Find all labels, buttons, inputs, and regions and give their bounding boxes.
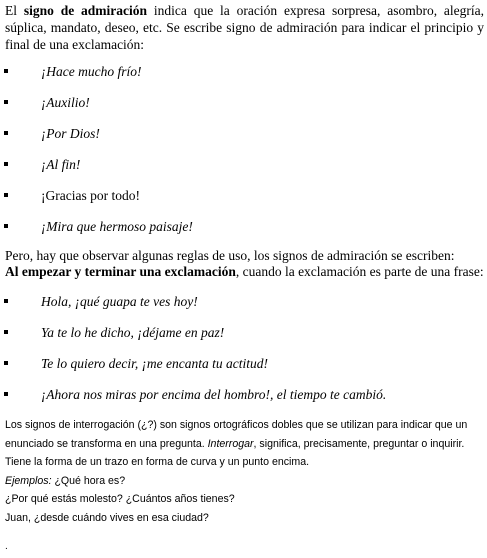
- bullet-square-icon: [4, 69, 8, 73]
- bullet-square-icon: [4, 131, 8, 135]
- intro-term: signo de admiración: [23, 3, 148, 18]
- example-text: ¡Mira que hermoso paisaje!: [41, 219, 193, 234]
- bullet-square-icon: [4, 162, 8, 166]
- example-text: ¡Por Dios!: [41, 126, 100, 141]
- rules-intro: Pero, hay que observar algunas reglas de uso, los signos de admiración se escriben:: [5, 248, 455, 263]
- example-question-2: ¿Por qué estás molesto? ¿Cuántos años tienes?: [5, 493, 235, 505]
- example-text: Te lo quiero decir, ¡me encanta tu actitud!: [41, 356, 268, 371]
- list-item: [0, 355, 487, 386]
- interrogation-section: [5, 416, 485, 527]
- list-item: [0, 218, 487, 249]
- bullet-square-icon: [4, 330, 8, 334]
- interrogation-text-a: Los signos de interrogación (¿?) son signos ortográficos dobles que se utilizan para indicar que un enunciado se transforma en una pregunta.: [5, 419, 468, 450]
- example-text: ¡Hace mucho frío!: [41, 64, 142, 79]
- bullet-square-icon: [4, 392, 8, 396]
- rule-1-text: , cuando la exclamación es parte de una frase:: [235, 264, 484, 279]
- list-item: [0, 293, 487, 324]
- example-question-1: ¿Qué hora es?: [51, 474, 126, 487]
- rule-1: [5, 264, 487, 280]
- example-text: Hola, ¡qué guapa te ves hoy!: [41, 294, 198, 309]
- list-item: [0, 386, 487, 417]
- example-text: ¡Auxilio!: [41, 95, 90, 110]
- rule-1-heading: Al empezar y terminar una exclamación: [5, 264, 236, 279]
- examples-label: Ejemplos:: [5, 474, 52, 487]
- bullet-square-icon: [4, 193, 8, 197]
- list-item: [0, 187, 487, 218]
- bullet-square-icon: [4, 361, 8, 365]
- example-text: Ya te lo he dicho, ¡déjame en paz!: [41, 325, 225, 340]
- example-question-3: Juan, ¿desde cuándo vives en esa ciudad?: [5, 511, 209, 524]
- list-item: [0, 156, 487, 187]
- list-item: [0, 324, 487, 355]
- footer-dot: .: [5, 541, 8, 552]
- interrogation-term: Interrogar: [207, 437, 254, 450]
- list-item: [0, 94, 487, 125]
- list-item: [0, 63, 487, 94]
- intro-lead: El: [5, 3, 24, 18]
- interrogation-text-b: , significa, precisamente, preguntar o inquirir. Tiene la forma de un trazo en forma de curva y un punto encima.: [5, 437, 465, 468]
- example-text: ¡Ahora nos miras por encima del hombro!, el tiempo te cambió.: [41, 387, 387, 402]
- intro-paragraph: [5, 2, 484, 53]
- example-text: ¡Gracias por todo!: [41, 188, 140, 203]
- list-item: [0, 125, 487, 156]
- usage-rules: [5, 248, 487, 280]
- interrogation-paragraph: [5, 416, 485, 472]
- example-text: ¡Al fin!: [41, 157, 81, 172]
- bullet-square-icon: [4, 299, 8, 303]
- examples-line-1: [5, 472, 485, 491]
- intro-rest: indica que la oración expresa sorpresa, asombro, alegría, súplica, mandato, deseo, etc. Se escribe signo de admiración para indicar el principio y final de una exclamación:: [5, 3, 485, 52]
- bullet-square-icon: [4, 100, 8, 104]
- phrase-examples-list: [0, 293, 487, 417]
- bullet-square-icon: [4, 224, 8, 228]
- exclamation-examples-list: [0, 63, 487, 249]
